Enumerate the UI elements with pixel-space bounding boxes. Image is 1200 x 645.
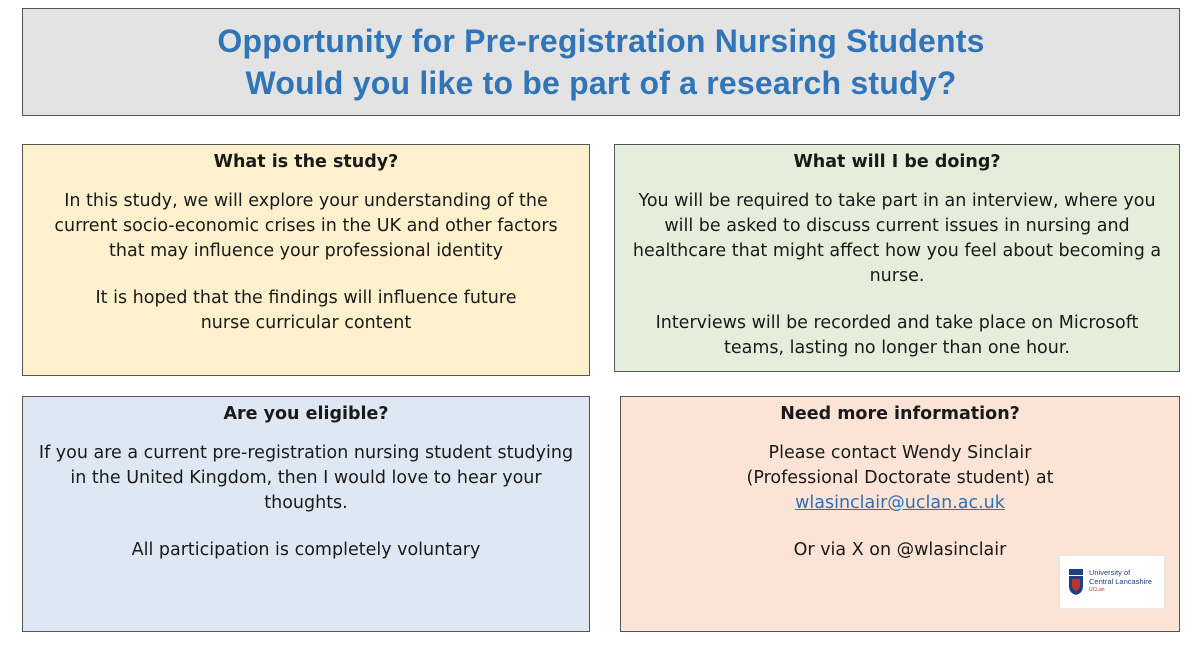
logo-text-1: University of: [1089, 568, 1131, 578]
contact-line-3: Or via X on @wlasinclair: [793, 540, 1007, 560]
doing-paragraph-1: You will be required to take part in an interview, where you will be asked to discuss current issues in nursing and healthcare that might affect how you feel about becoming a nurse.: [632, 191, 1162, 286]
study-paragraph-1: In this study, we will explore your understanding of the current socio-economic crises in the UK and other factors that may influence your professional identity: [54, 191, 558, 261]
eligibility-box: [22, 396, 590, 632]
info-heading: Need more information?: [780, 404, 1020, 424]
eligibility-paragraph-1: If you are a current pre-registration nursing student studying in the United Kingdom, then I would love to hear your thoughts.: [38, 443, 574, 513]
university-logo: [1059, 555, 1165, 609]
title-line-1: Opportunity for Pre-registration Nursing Students: [217, 23, 985, 59]
email-link[interactable]: wlasinclair@uclan.ac.uk: [795, 493, 1005, 513]
title-line-2: Would you like to be part of a research study?: [245, 65, 957, 101]
doing-info-box: [614, 144, 1180, 372]
doing-paragraph-2: Interviews will be recorded and take place on Microsoft teams, lasting no longer than one hour.: [655, 313, 1139, 358]
contact-line-1: Please contact Wendy Sinclair: [768, 443, 1032, 463]
eligibility-heading: Are you eligible?: [223, 404, 389, 424]
doing-heading: What will I be doing?: [793, 152, 1001, 172]
study-heading: What is the study?: [213, 152, 399, 172]
study-info-box: [22, 144, 590, 376]
study-paragraph-2: It is hoped that the findings will influence future nurse curricular content: [95, 288, 517, 333]
eligibility-paragraph-2: All participation is completely voluntary: [131, 540, 481, 560]
contact-info-box: [620, 396, 1180, 632]
crest-icon: [1068, 568, 1084, 596]
logo-text-2: Central Lancashire: [1089, 576, 1152, 586]
title-banner: [22, 8, 1180, 116]
contact-line-2: (Professional Doctorate student) at: [746, 468, 1054, 488]
logo-text-3: UCLan: [1089, 587, 1105, 594]
